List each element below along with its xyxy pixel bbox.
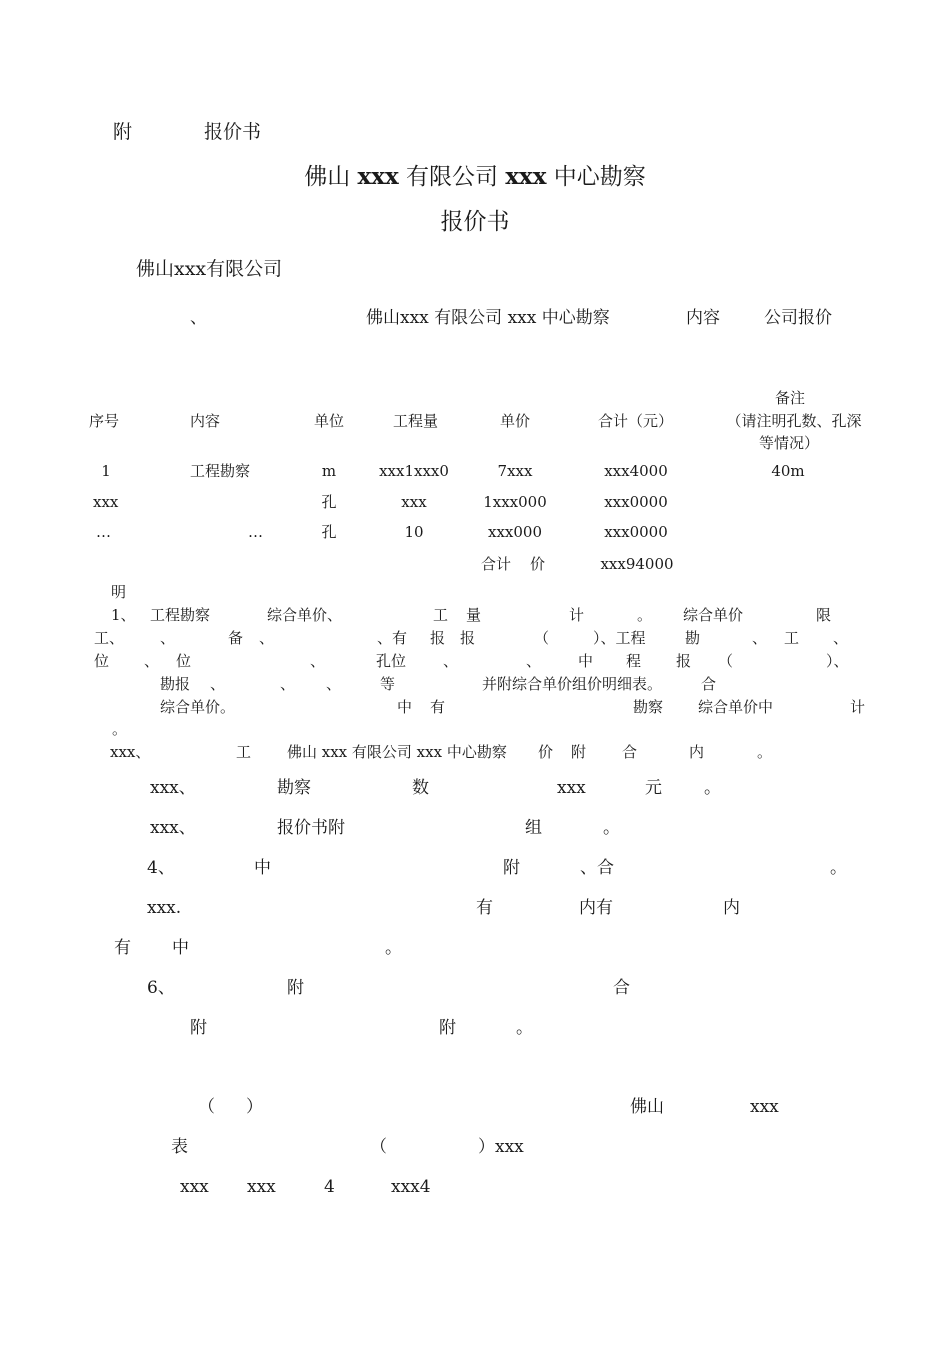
note-text: 位 [94, 652, 110, 670]
note-text: 。 [704, 778, 721, 798]
note-text: 附 [190, 1018, 207, 1038]
note-text: 附 [287, 978, 304, 998]
table-cell: 工程勘察 [190, 462, 251, 480]
note-text: 有 [430, 698, 446, 716]
col-header-no: 序号 [89, 412, 120, 430]
note-text: 有 [114, 938, 131, 958]
note-text: ）、 [826, 652, 849, 670]
note-text: 、 [833, 629, 849, 647]
intro-mark: 、 [190, 308, 207, 328]
table-cell: 1 [101, 462, 111, 480]
note-text: 附 [503, 858, 520, 878]
note-text: 。 [757, 743, 773, 761]
table-cell: 10 [404, 523, 424, 541]
note-text: xxx. [147, 898, 182, 918]
table-cell: xxx [93, 493, 119, 511]
table-cell: 40m [771, 462, 805, 480]
note-text: 综合单价。 [160, 698, 236, 716]
note-text: 、合 [580, 858, 614, 878]
table-cell: … [96, 523, 111, 541]
note-text: 中 [397, 698, 413, 716]
table-cell: xxx000 [487, 523, 543, 541]
note-text: 、 [443, 652, 459, 670]
note-text: 、有 [377, 629, 408, 647]
note-text: ）、工程 [593, 629, 646, 647]
intro-project: 佛山xxx 有限公司 xxx 中心勘察 [366, 308, 610, 328]
document-subtitle: 报价书 [440, 209, 510, 235]
document-title: 佛山 xxx 有限公司 xxx 中心勘察 [304, 163, 646, 190]
note-text: 勘察 [633, 698, 664, 716]
footer-text: xxx4 [391, 1177, 431, 1197]
note-text: 报 [460, 629, 476, 647]
col-header-total: 合计（元） [598, 412, 674, 430]
sum-value: xxx94000 [600, 555, 674, 573]
table-cell: xxx [401, 493, 427, 511]
footer-text: 表 [171, 1137, 188, 1157]
note-text: xxx [557, 778, 586, 798]
note-text: 限 [816, 606, 832, 624]
footer-text: xxx [750, 1097, 779, 1117]
note-text: 。 [516, 1018, 533, 1038]
footer-text: ） [246, 1097, 263, 1117]
note-text: 合 [622, 743, 638, 761]
note-text: 计 [569, 606, 585, 624]
footer-text: 4 [324, 1177, 335, 1197]
footer-text: xxx [180, 1177, 209, 1197]
col-header-content: 内容 [190, 412, 221, 430]
table-cell: … [248, 523, 263, 541]
note-text: 备 [228, 629, 244, 647]
note-text: 工程勘察 [150, 606, 211, 624]
note-text: 、 [310, 652, 326, 670]
note-text: 数 [412, 778, 429, 798]
note-text: 工 [236, 743, 252, 761]
note-text: 综合单价、 [267, 606, 343, 624]
intro-content: 内容 [686, 308, 720, 328]
note-text: 工 [784, 629, 800, 647]
footer-text: ）xxx [478, 1137, 524, 1157]
note-text: 、 [144, 652, 160, 670]
note-text: 程 [626, 652, 642, 670]
note-text: 、 [326, 675, 342, 693]
note-text: 元 [645, 778, 662, 798]
note-text: 报 [430, 629, 446, 647]
note-text: 内 [689, 743, 705, 761]
notes-line-6: 。 [112, 720, 128, 738]
note-text: 、 [210, 675, 226, 693]
note-text: 位 [176, 652, 192, 670]
table-cell: 1xxx000 [483, 493, 547, 511]
note-text: 内 [723, 898, 740, 918]
note-text: 勘察 [277, 778, 311, 798]
col-header-remark-note: （请注明孔数、孔深 [726, 412, 862, 430]
footer-text: （ [198, 1097, 215, 1117]
note-text: 、 [259, 629, 275, 647]
note-text: 1、 [111, 606, 136, 624]
col-header-quantity: 工程量 [393, 412, 439, 430]
table-cell: xxx0000 [604, 523, 668, 541]
note-text: 勘 [685, 629, 701, 647]
note-text: 工、 [94, 629, 125, 647]
note-text: 综合单价 [683, 606, 744, 624]
note-text: 报 [676, 652, 692, 670]
note-text: 内有 [579, 898, 613, 918]
table-cell: xxx1xxx0 [379, 462, 449, 480]
note-text: 有 [476, 898, 493, 918]
footer-text: （ [370, 1137, 387, 1157]
note-text: 中 [578, 652, 594, 670]
note-text: xxx、 [150, 818, 196, 838]
note-text: 。 [603, 818, 620, 838]
note-text: 。 [830, 858, 847, 878]
note-text: 、 [280, 675, 296, 693]
note-text: 中 [254, 858, 271, 878]
note-text: 合 [613, 978, 630, 998]
note-text: 等 [380, 675, 396, 693]
note-text: 、 [160, 629, 176, 647]
table-cell: xxx0000 [604, 493, 668, 511]
table-cell: xxx4000 [604, 462, 668, 480]
note-text: 孔位 [376, 652, 407, 670]
sum-label: 合计 [481, 555, 512, 573]
note-text: 量 [466, 606, 482, 624]
note-text: （ [534, 629, 550, 647]
note-text: 附 [439, 1018, 456, 1038]
note-text: 、 [526, 652, 542, 670]
note-text: xxx、 [110, 743, 151, 761]
table-cell: 孔 [321, 523, 337, 541]
note-text: 合 [701, 675, 717, 693]
col-header-remark: 备注 [774, 389, 806, 407]
note-text: 。 [637, 606, 653, 624]
recipient: 佛山xxx有限公司 [136, 258, 283, 280]
footer-text: 佛山 [630, 1097, 664, 1117]
document-label: 报价书 [204, 121, 262, 143]
note-text: 、 [752, 629, 768, 647]
attachment-label: 附 [113, 121, 133, 143]
notes-heading: 明 [111, 583, 127, 601]
note-text: 并附综合单价组价明细表。 [482, 675, 663, 693]
intro-quote: 公司报价 [764, 308, 832, 328]
note-text: 中 [172, 938, 189, 958]
note-text: 。 [385, 938, 402, 958]
note-text: 6、 [147, 978, 175, 998]
sum-label-2: 价 [530, 555, 546, 573]
col-header-remark-note-2: 等情况） [758, 434, 820, 452]
note-text: xxx、 [150, 778, 196, 798]
note-text: （ [718, 652, 734, 670]
col-header-unit-price: 单价 [500, 412, 531, 430]
note-text: 计 [850, 698, 866, 716]
note-text: 组 [525, 818, 542, 838]
table-cell: 7xxx [497, 462, 533, 480]
note-text: 佛山 xxx 有限公司 xxx 中心勘察 [287, 743, 507, 761]
footer-text: xxx [247, 1177, 276, 1197]
note-text: 4、 [147, 858, 175, 878]
note-text: 附 [571, 743, 587, 761]
note-text: 价 [538, 743, 554, 761]
note-text: 综合单价中 [698, 698, 774, 716]
note-text: 报价书附 [277, 818, 345, 838]
note-text: 勘报 [160, 675, 191, 693]
col-header-unit: 单位 [314, 412, 345, 430]
table-cell: 孔 [321, 493, 337, 511]
note-text: 工 [433, 606, 449, 624]
table-cell: m [321, 462, 337, 480]
